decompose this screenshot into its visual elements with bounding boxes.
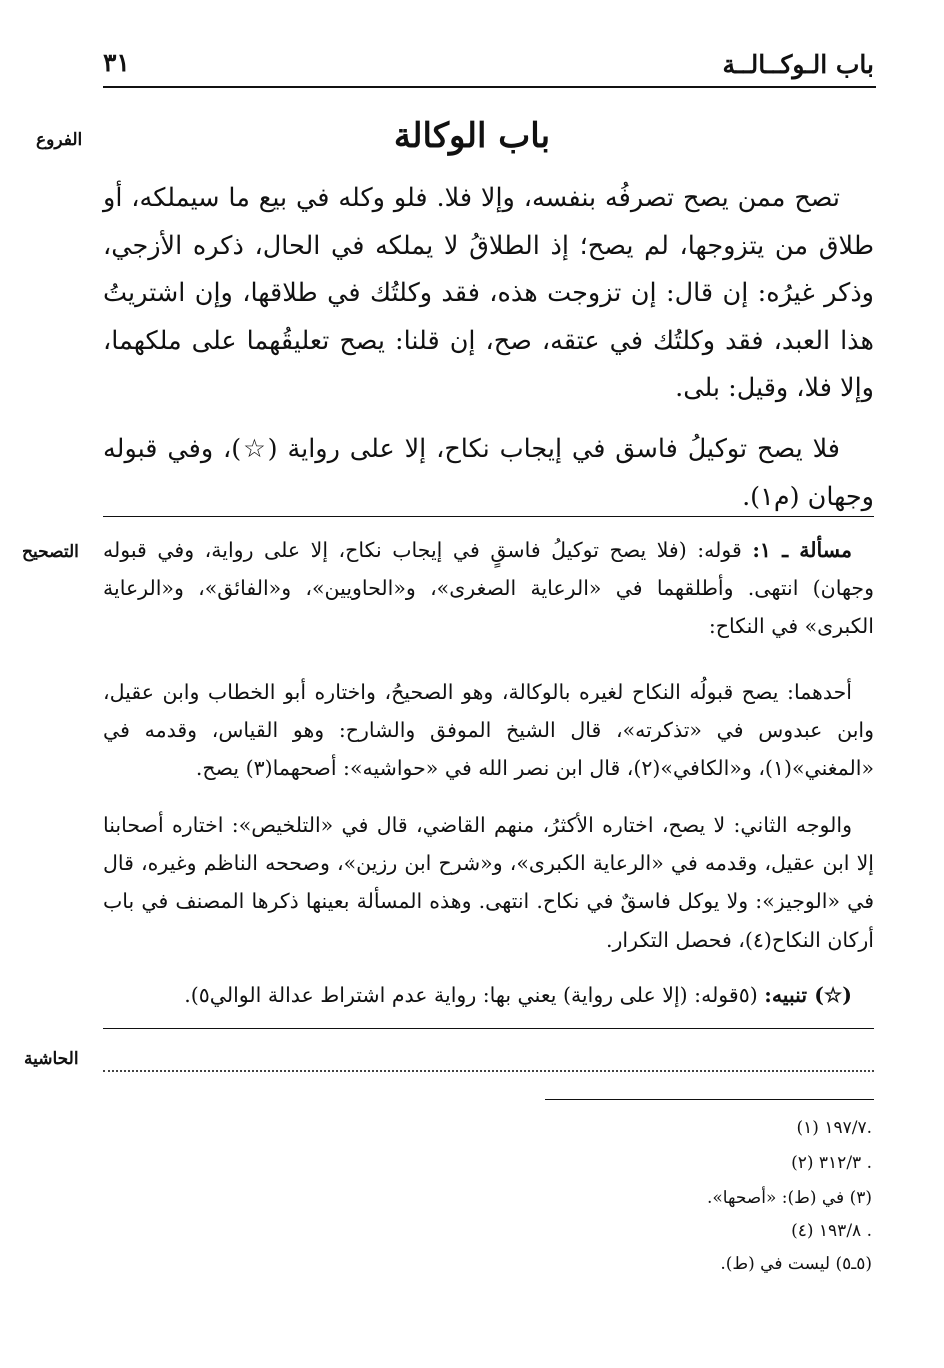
- tanbih-text: (٥قوله: (إلا على رواية) يعني بها: رواية عدم اشتراط عدالة الوالي٥).: [184, 983, 758, 1007]
- footnote: (٤) ١٩٣/٨ .: [791, 1221, 872, 1241]
- tanbih-label: (☆) تنبيه:: [764, 983, 852, 1007]
- main-paragraph-2: فلا يصح توكيلُ فاسق في إيجاب نكاح، إلا على رواية (☆)، وفي قبوله وجهان (م١).: [103, 434, 874, 512]
- page-number: ٣١: [103, 48, 130, 77]
- hashiya-dotted-line: [103, 1070, 874, 1072]
- section-divider: [103, 516, 874, 517]
- tanbih-paragraph: [103, 976, 874, 1014]
- footnote: (٣) في (ط): «أصحها».: [707, 1188, 872, 1208]
- tashih-paragraph-1-text: قوله: (فلا يصح توكيلُ فاسقٍ في إيجاب نكاح، إلا على رواية، وفي قبوله وجهان) انتهى. وأطلقهما في «الرعاية الصغرى»، و«الحاويين»، و«الفائق»، و«الرعاية الكبرى» في النكاح:: [103, 538, 874, 639]
- footnote: (١) ١٩٧/٧.: [796, 1118, 872, 1138]
- footnote: (٥ـ٥) ليست في (ط).: [720, 1254, 872, 1274]
- chapter-title: باب الوكالة: [393, 116, 551, 156]
- header-rule: [103, 86, 876, 88]
- tashih-paragraph-1: [103, 531, 874, 646]
- main-paragraph-1: تصح ممن يصح تصرفُه بنفسه، وإلا فلا. فلو وكله في بيع ما سيملكه، أو طلاق من يتزوجها، لم يصح؛ إذ الطلاقُ لا يملكه في الحال، ذكره الأزجي، وذكر غيرُه: إن قال: إن تزوجت هذه، فقد وكلتُك في طلاقها، وإن اشتريتُ هذا العبد، فقد وكلتُك في عتقه، صح، إن قلنا: يصح تعليقُهما على ملكهما، وإلا فلا، وقيل: بلى.: [103, 183, 874, 404]
- margin-label-furu: الفروع: [36, 130, 83, 150]
- running-header-title: باب الـوكــالــة: [722, 50, 874, 79]
- tashih-paragraph-2: أحدهما: يصح قبولُه النكاح لغيره بالوكالة، وهو الصحيحُ، واختاره أبو الخطاب وابن عقيل، وابن عبدوس في «تذكرته»، قال الشيخ الموفق والشارح: وهو القياس، وقدمه في «المغني»(١)، و«الكافي»(٢)، قال ابن نصر الله في «حواشيه»: أصحهما(٣) يصح.: [103, 680, 874, 781]
- footnote: (٢) ٣١٢/٣ .: [791, 1153, 872, 1173]
- margin-label-hashiya: الحاشية: [24, 1049, 79, 1069]
- section-divider: [103, 1028, 874, 1029]
- masala-label: مسألة ـ ١:: [752, 538, 852, 562]
- margin-label-tashih: التصحيح: [22, 542, 79, 562]
- footnote-rule: [545, 1099, 874, 1100]
- tashih-paragraph-3: والوجه الثاني: لا يصح، اختاره الأكثرُ، منهم القاضي، قال في «التلخيص»: اختاره أصحابنا إلا ابن عقيل، وقدمه في «الرعاية الكبرى»، و«شرح ابن رزين»، وصححه الناظم وغيره، قال في «الوجيز»: ولا يوكل فاسقٌ في نكاح. انتهى. وهذه المسألة بعينها ذكرها المصنف في باب أركان النكاح(٤)، فحصل التكرار.: [103, 813, 874, 952]
